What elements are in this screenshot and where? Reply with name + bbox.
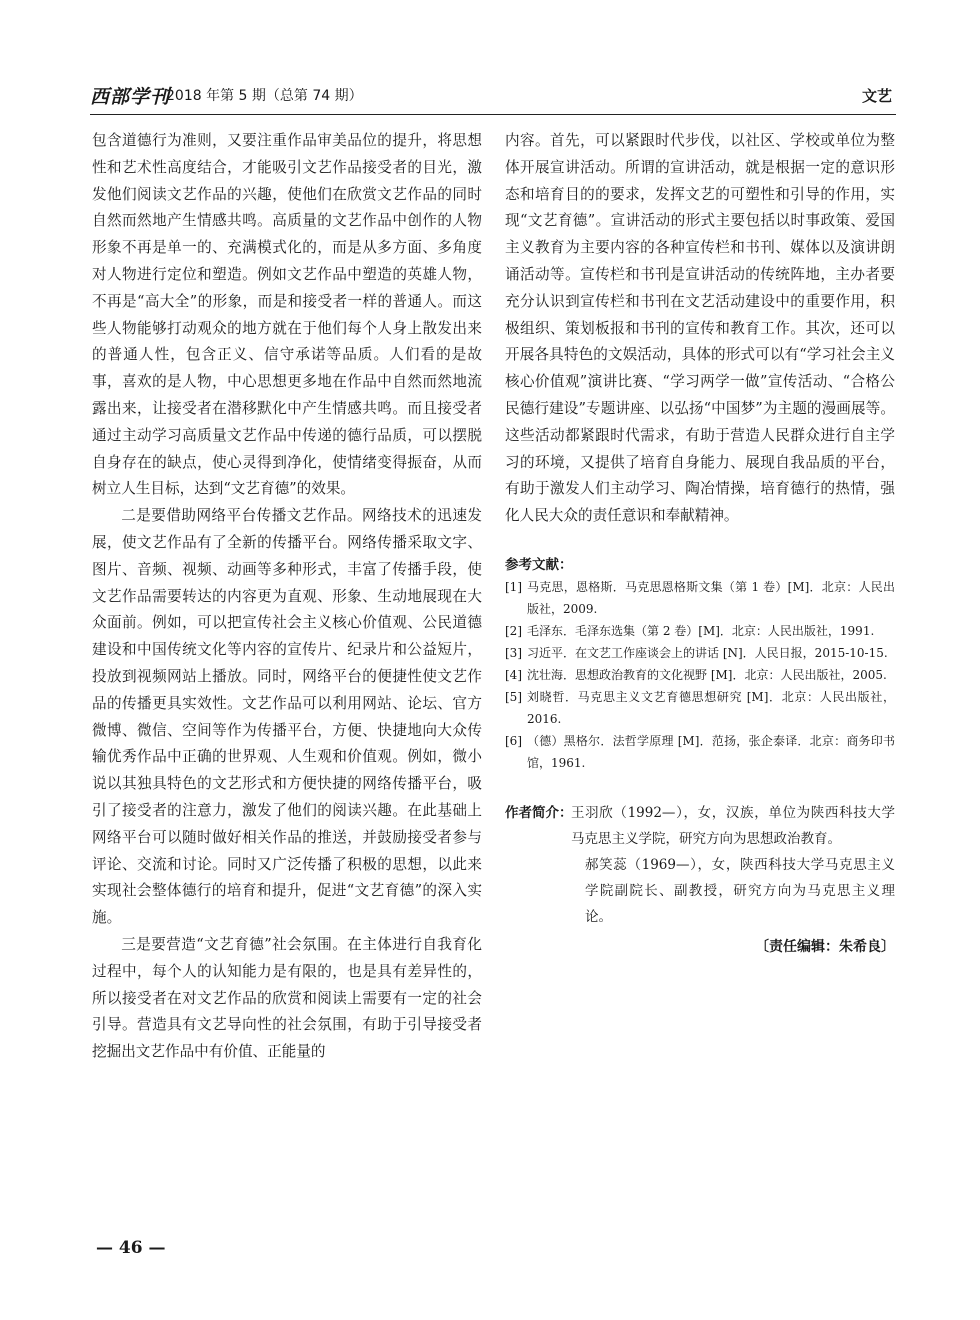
header-rule [90,114,896,115]
page-header [90,82,896,112]
reference-item [505,686,895,730]
body-paragraph: 二是要借助网络平台传播文艺作品。网络技术的迅速发展，使文艺作品有了全新的传播平台。网络传播采取文字、图片、音频、视频、动画等多种形式，丰富了传播手段，使文艺作品需要转达的内容更为直观、形象、生动地展现在大众面前。例如，可以把宣传社会主义核心价值观、公民道德建设和中国传统文化等内容的宣传片、纪录片和公益短片，投放到视频网站上播放。同时，网络平台的便捷性使文艺作品的传播更具实效性。文艺作品可以利用网站、论坛、官方微博、微信、空间等作为传播平台，方便、快捷地向大众传输优秀作品中正确的世界观、人生观和价值观。例如，微小说以其独具特色的文艺形式和方便快捷的网络传播平台，吸引了接受者的注意力，激发了他们的阅读兴趣。在此基础上网络平台可以随时做好相关作品的推送，并鼓励接受者参与评论、交流和讨论。同时又广泛传播了积极的思想，以此来实现社会整体德行的培育和提升，促进“文艺育德”的深入实施。 [92,507,482,927]
reference-text: 马克思，恩格斯．马克思恩格斯文集（第 1 卷）[M]．北京：人民出版社，2009. [527,579,895,616]
reference-number: [1] [505,579,522,594]
journal-logo: 西部学刊 [90,86,171,108]
reference-item [505,576,895,620]
author-entry: 郝笑蕊（1969—），女，陕西科技大学马克思主义学院副院长、副教授，研究方向为马克思主义理论。 [585,856,895,925]
editor-credit: 〔责任编辑：朱希良〕 [755,938,895,955]
reference-number: [4] [505,667,522,682]
body-paragraph: 内容。首先，可以紧跟时代步伐，以社区、学校或单位为整体开展宣讲活动。所谓的宣讲活动，就是根据一定的意识形态和培育目的的要求，发挥文艺的可塑性和引导的作用，实现“文艺育德”。宣讲活动的形式主要包括以时事政策、爱国主义教育为主要内容的各种宣传栏和书刊、媒体以及演讲朗诵活动等。宣传栏和书刊是宣讲活动的传统阵地，主办者要充分认识到宣传栏和书刊在文艺活动建设中的重要作用，积极组织、策划板报和书刊的宣传和教育工作。其次，还可以开展各具特色的文娱活动，具体的形式可以有“学习社会主义核心价值观”演讲比赛、“学习两学一做”宣传活动、“合格公民德行建设”专题讲座、以弘扬“中国梦”为主题的漫画展等。这些活动都紧跟时代需求，有助于营造人民群众进行自主学习的环境，又提供了培育自身能力、展现自我品质的平台，有助于激发人们主动学习、陶冶情操，培育德行的热情，强化人民大众的责任意识和奉献精神。 [505,132,895,525]
reference-text: （德）黑格尔．法哲学原理 [M]．范扬，张企泰译．北京：商务印书馆，1961. [527,733,895,770]
reference-number: [3] [505,645,522,660]
reference-text: 习近平．在文艺工作座谈会上的讲话 [N]．人民日报，2015-10-15. [527,645,888,660]
right-column [505,128,895,956]
reference-number: [2] [505,623,522,638]
reference-text: 刘晓哲．马克思主义文艺育德思想研究 [M]．北京：人民出版社，2016. [527,689,895,726]
reference-item [505,642,895,664]
body-paragraph: 三是要营造“文艺育德”社会氛围。在主体进行自我育化过程中，每个人的认知能力是有限的，也是具有差异性的，所以接受者在对文艺作品的欣赏和阅读上需要有一定的社会引导。营造具有文艺导向性的社会氛围，有助于引导接受者挖掘出文艺作品中有价值、正能量的 [92,935,482,1061]
reference-text: 毛泽东．毛泽东选集（第 2 卷）[M]．北京：人民出版社，1991. [527,623,875,638]
issue-info: 2018 年第 5 期（总第 74 期） [166,88,363,104]
page-number: — 46 — [96,1238,166,1258]
reference-item [505,664,895,686]
references-title: 参考文献： [505,556,573,573]
reference-item [505,730,895,774]
author-label: 作者简介： [505,804,573,821]
left-column [92,128,482,1066]
body-paragraph: 包含道德行为准则，又要注重作品审美品位的提升，将思想性和艺术性高度结合，才能吸引文艺作品接受者的目光，激发他们阅读文艺作品的兴趣，使他们在欣赏文艺作品的同时自然而然地产生情感共鸣。高质量的文艺作品中创作的人物形象不再是单一的、充满模式化的，而是从多方面、多角度对人物进行定位和塑造。例如文艺作品中塑造的英雄人物，不再是“高大全”的形象，而是和接受者一样的普通人。而这些人物能够打动观众的地方就在于他们每个人身上散发出来的普通人性，包含正义、信守承诺等品质。人们看的是故事，喜欢的是人物，中心思想更多地在作品中自然而然地流露出来，让接受者在潜移默化中产生情感共鸣。而且接受者通过主动学习高质量文艺作品中传递的德行品质，可以摆脱自身存在的缺点，使心灵得到净化，使情绪变得振奋，从而树立人生目标，达到“文艺育德”的效果。 [92,132,482,498]
reference-item [505,620,895,642]
reference-text: 沈壮海．思想政治教育的文化视野 [M]．北京：人民出版社，2005. [527,667,887,682]
author-entry: 王羽欣（1992—），女，汉族，单位为陕西科技大学马克思主义学院，研究方向为思想政治教育。 [571,804,895,847]
author-profile [505,800,895,930]
section-label: 文艺 [861,87,892,105]
reference-number: [5] [505,689,522,704]
reference-number: [6] [505,733,522,748]
